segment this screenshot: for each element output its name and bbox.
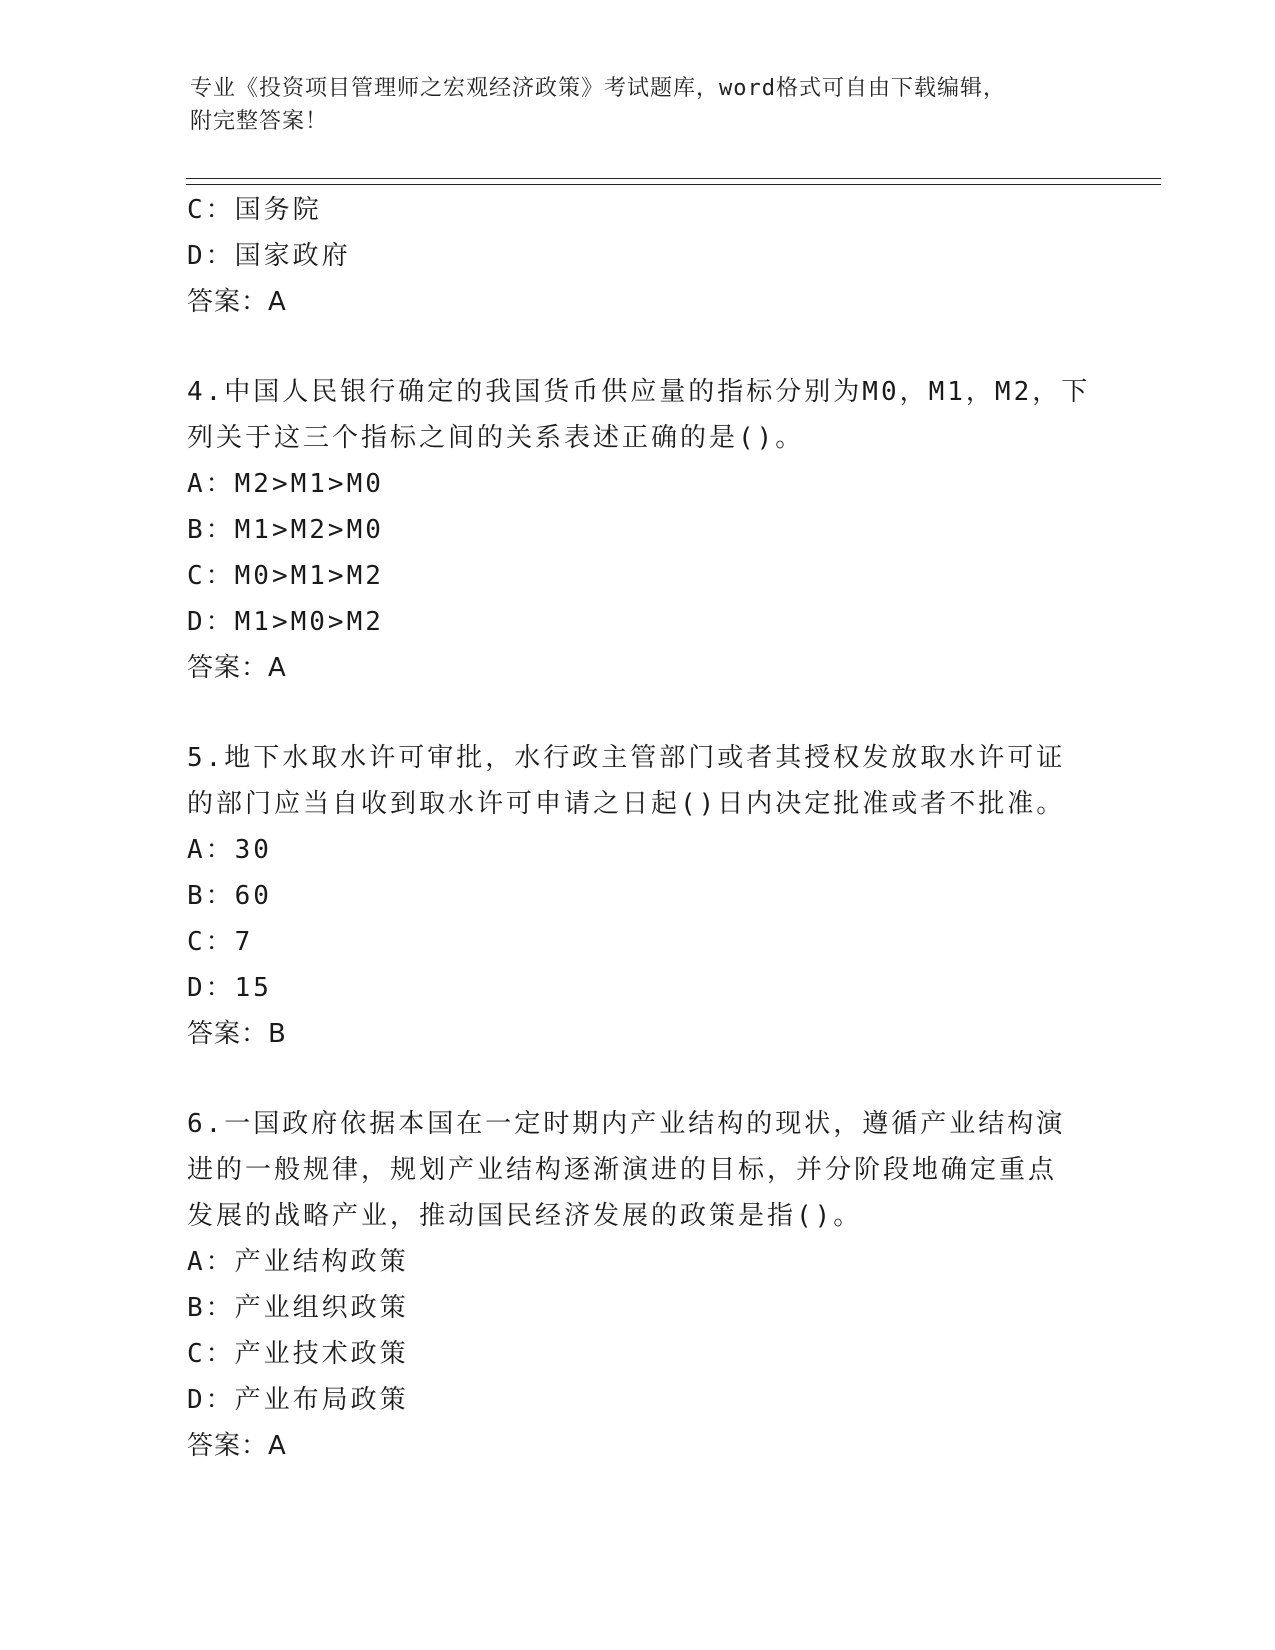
question-stem-line: 4.中国人民银行确定的我国货币供应量的指标分别为M0，M1，M2，下 <box>187 377 1091 407</box>
option-b: B：产业组织政策 <box>187 1293 409 1323</box>
question-6 <box>187 1101 1087 1469</box>
option-c: C：M0>M1>M2 <box>187 561 384 591</box>
option-a: A：30 <box>187 835 272 865</box>
option-a: A：M2>M1>M0 <box>187 469 384 499</box>
question-gap <box>187 325 1087 369</box>
question-stem-line: 进的一般规律，规划产业结构逐渐演进的目标，并分阶段地确定重点 <box>187 1155 1058 1185</box>
option-c: C：国务院 <box>187 195 322 225</box>
option-c: C：产业技术政策 <box>187 1339 409 1369</box>
option-a: A：产业结构政策 <box>187 1247 409 1277</box>
page-header <box>190 72 1090 138</box>
question-stem-line: 5.地下水取水许可审批，水行政主管部门或者其授权发放取水许可证 <box>187 743 1066 773</box>
option-d: D：产业布局政策 <box>187 1385 409 1415</box>
question-4 <box>187 369 1091 691</box>
option-b: B：M1>M2>M0 <box>187 515 384 545</box>
option-d: D：15 <box>187 973 272 1003</box>
option-d: D：国家政府 <box>187 241 351 271</box>
question-5 <box>187 735 1087 1057</box>
header-line-1: 专业《投资项目管理师之宏观经济政策》考试题库，word格式可自由下载编辑， <box>190 76 1006 101</box>
question-stem-line: 的部门应当自收到取水许可申请之日起()日内决定批准或者不批准。 <box>187 789 1066 819</box>
option-d: D：M1>M0>M2 <box>187 607 384 637</box>
header-divider <box>186 178 1161 185</box>
option-c: C：7 <box>187 927 254 957</box>
answer-line: 答案：A <box>187 1431 287 1461</box>
option-b: B：60 <box>187 881 272 911</box>
header-line-2: 附完整答案！ <box>190 109 329 134</box>
question-stem-line: 6.一国政府依据本国在一定时期内产业结构的现状，遵循产业结构演 <box>187 1109 1066 1139</box>
question-stem-line: 列关于这三个指标之间的关系表述正确的是()。 <box>187 423 805 453</box>
question-list <box>187 187 1091 1469</box>
answer-line: 答案：A <box>187 287 287 317</box>
question-stem-line: 发展的战略产业，推动国民经济发展的政策是指()。 <box>187 1201 863 1231</box>
question-gap <box>187 691 1087 735</box>
question-3-tail <box>187 187 1087 325</box>
answer-line: 答案：A <box>187 653 287 683</box>
answer-line: 答案：B <box>187 1019 287 1049</box>
question-gap <box>187 1057 1087 1101</box>
